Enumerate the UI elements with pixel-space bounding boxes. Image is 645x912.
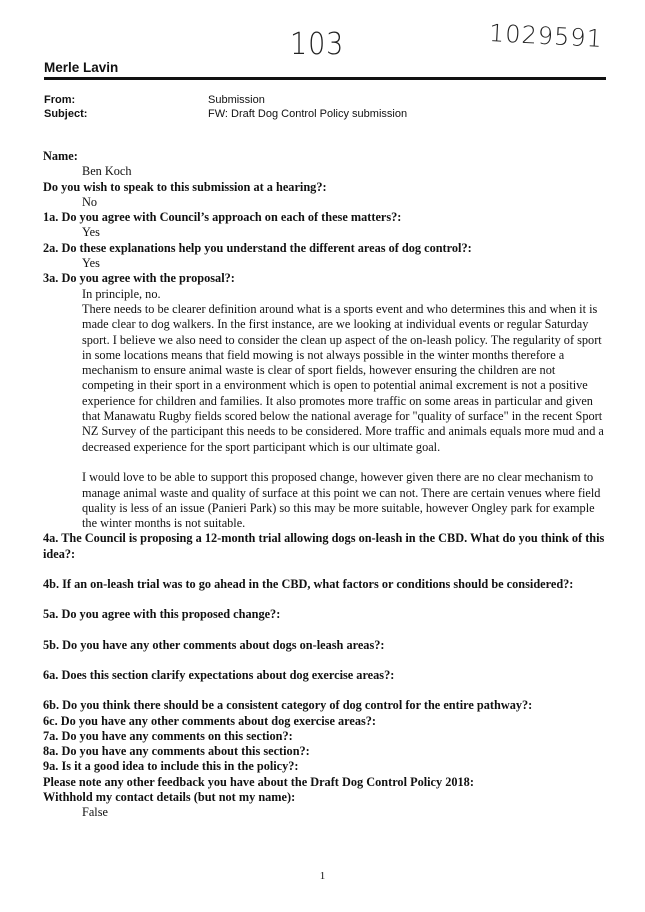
from-value: Submission xyxy=(208,94,265,106)
answer-name: Ben Koch xyxy=(82,164,132,179)
question-1a: 1a. Do you agree with Council’s approach on each of these matters?: xyxy=(43,210,402,225)
question-feedback: Please note any other feedback you have about the Draft Dog Control Policy 2018: xyxy=(43,774,474,789)
from-label: From: xyxy=(44,94,76,106)
page-number: 1 xyxy=(319,870,326,882)
question-4a: 4a. The Council is proposing a 12-month trial allowing dogs on-leash in the CBD. What do you think of this idea?: xyxy=(43,531,605,561)
spacer xyxy=(43,623,605,638)
spacer xyxy=(43,592,605,607)
subject-value: FW: Draft Dog Control Policy submission xyxy=(208,108,408,120)
submission-body xyxy=(43,149,605,821)
spacer xyxy=(43,562,605,577)
spacer xyxy=(43,653,605,668)
subject-label: Subject: xyxy=(44,108,88,120)
header-rule xyxy=(44,77,606,80)
question-6c: 6c. Do you have any other comments about dog exercise areas?: xyxy=(43,713,377,728)
question-3a: 3a. Do you agree with the proposal?: xyxy=(43,271,235,286)
question-name: Name: xyxy=(43,149,78,163)
question-5b: 5b. Do you have any other comments about dogs on-leash areas?: xyxy=(43,637,385,652)
question-4b: 4b. If an on-leash trial was to go ahead in the CBD, what factors or conditions should be considered?: xyxy=(43,577,574,592)
handwritten-reference: 1029591 xyxy=(488,19,604,53)
answer-withhold-details: False xyxy=(82,805,108,820)
answer-3a-intro: In principle, no. xyxy=(82,286,161,301)
question-withhold-details: Withhold my contact details (but not my name): xyxy=(43,789,296,804)
question-8a: 8a. Do you have any comments about this section?: xyxy=(43,744,310,759)
question-5a: 5a. Do you agree with this proposed change?: xyxy=(43,607,281,622)
question-6b: 6b. Do you think there should be a consistent category of dog control for the entire pathway?: xyxy=(43,698,533,713)
question-2a: 2a. Do these explanations help you understand the different areas of dog control?: xyxy=(43,240,472,255)
answer-1a: Yes xyxy=(82,225,100,240)
answer-3a-paragraph-2: I would love to be able to support this proposed change, however given there are no clear mechanism to manage animal waste and quality of surface at this point we can not. There are certain venues where field quality is less of an issue (Panieri Park) so this may be more suitable, however Ongley park for example the winter months is not suitable. xyxy=(82,470,601,531)
question-6a: 6a. Does this section clarify expectations about dog exercise areas?: xyxy=(43,667,395,682)
sender-name: Merle Lavin xyxy=(44,60,119,75)
handwritten-number: 103 xyxy=(290,27,345,62)
question-7a: 7a. Do you have any comments on this section?: xyxy=(43,728,293,743)
answer-3a-paragraph-1: There needs to be clearer definition around what is a sports event and who determines this and when it is made clear to dog walkers. In the first instance, are we looking at individual events or regular Saturday sport. I believe we also need to consider the clean up aspect of the on-leash policy. The regularity of sport in some locations means that field mowing is not always possible in the winter months therefore a mechanism to ensure animal waste is clear of sport fields, however ensuring the children are not competing in their sport in a environment which is open to potential animal excrement is not a positive experience for children and families. It also promotes more traffic on some areas in particular and given that Manawatu Rugby fields scored below the national average for "quality of surface" in the recent Sport NZ Survey of the participant this needs to be considered. More traffic and animals equals more mud and a decreased experience for the sport participant which is our ultimate goal. xyxy=(82,301,604,454)
spacer xyxy=(43,683,605,698)
question-speak: Do you wish to speak to this submission at a hearing?: xyxy=(43,179,327,194)
question-9a: 9a. Is it a good idea to include this in the policy?: xyxy=(43,759,299,774)
answer-2a: Yes xyxy=(82,256,100,271)
answer-speak: No xyxy=(82,194,98,209)
